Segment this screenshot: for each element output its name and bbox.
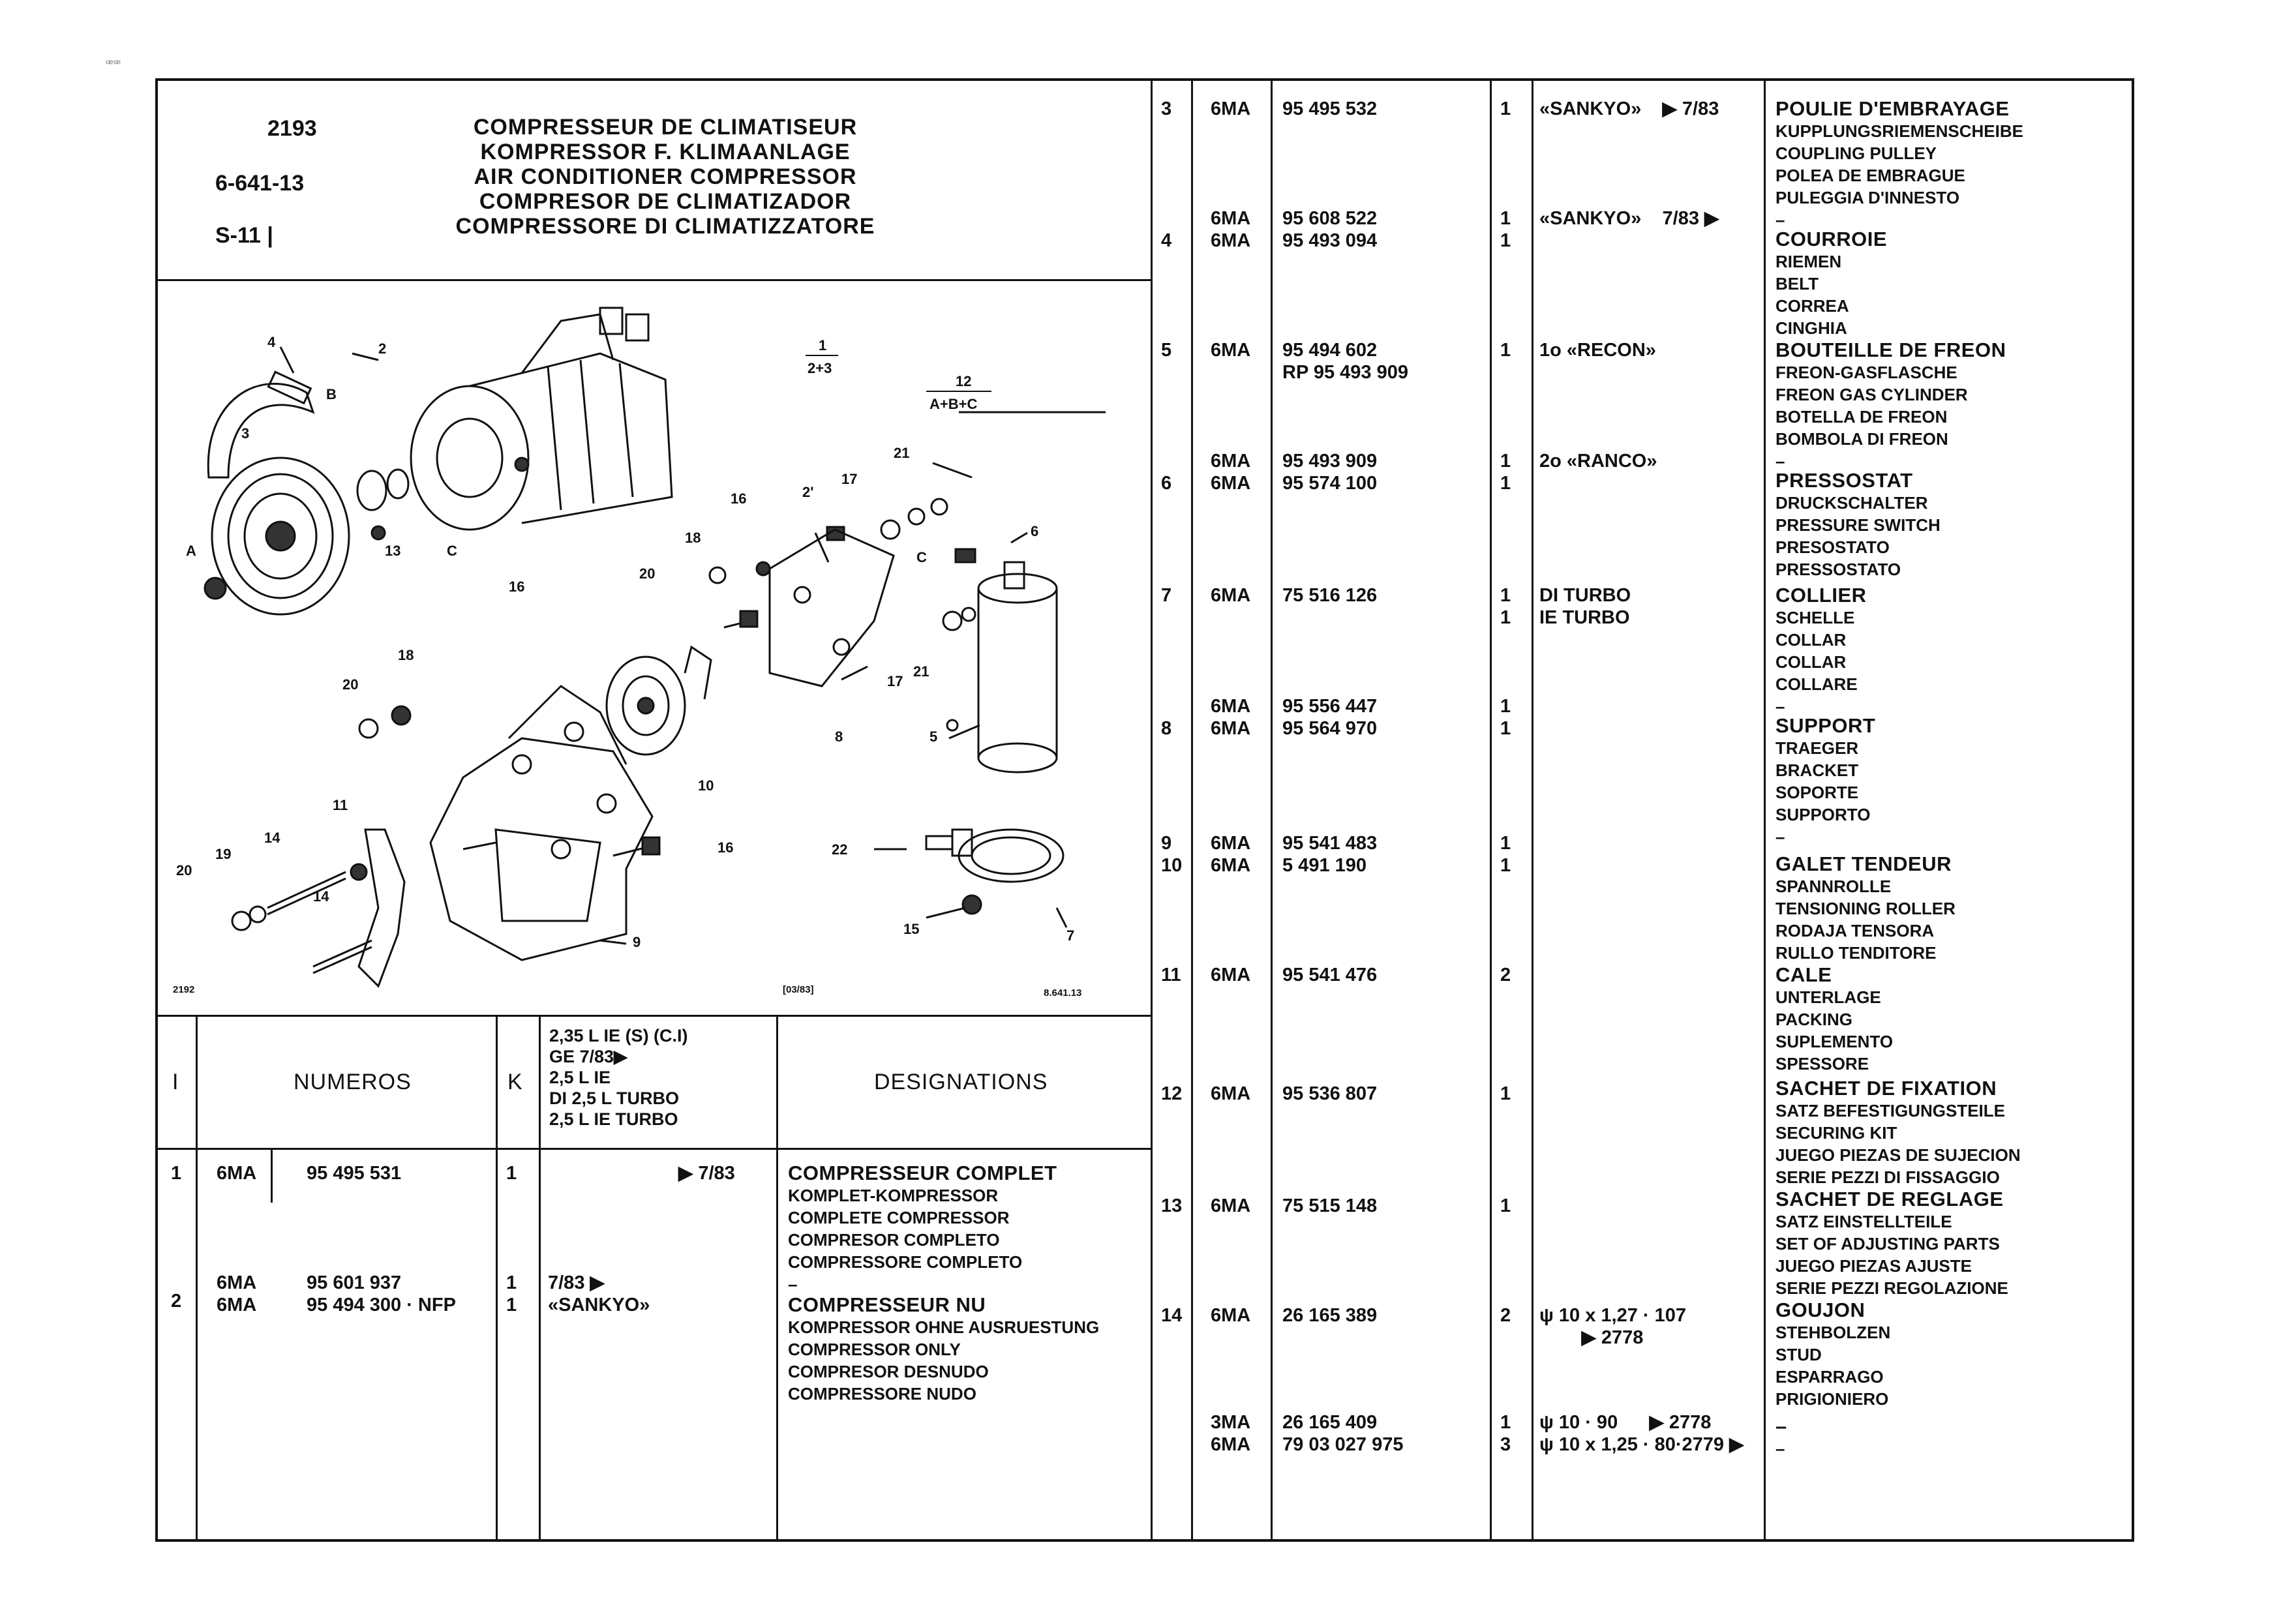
callout-22: 22 xyxy=(832,841,848,858)
designation-line: PRESSURE SWITCH xyxy=(1775,515,1941,535)
right-row-6-index: 8 xyxy=(1161,718,1172,739)
right-row-5-designation xyxy=(1775,584,1867,717)
designation-line: PRESSOSTATO xyxy=(1775,560,1901,579)
belt-drawing xyxy=(208,383,313,477)
designation-line: COLLIER xyxy=(1775,584,1867,607)
designation-line: COURROIE xyxy=(1775,228,1888,250)
designation-line: SCHELLE xyxy=(1775,608,1855,627)
right-row-10-mfr: 6MA xyxy=(1211,1195,1251,1216)
callout-6: 6 xyxy=(1031,523,1039,539)
title-en: AIR CONDITIONER COMPRESSOR xyxy=(474,164,857,189)
right-col-rule-3 xyxy=(1490,78,1492,1542)
callout-20a: 20 xyxy=(639,565,656,582)
right-row-7-designation xyxy=(1775,853,1956,964)
right-row-4-variant: 2o «RANCO» xyxy=(1539,451,1657,472)
right-row-3-number: 95 494 602 RP 95 493 909 xyxy=(1282,340,1408,383)
right-col-rule-4 xyxy=(1532,78,1533,1542)
left-row-2-mfr: 6MA 6MA xyxy=(217,1272,257,1315)
callout-5: 5 xyxy=(929,728,938,745)
title-de: KOMPRESSOR F. KLIMAANLAGE xyxy=(480,140,851,164)
designation-line: PRESOSTATO xyxy=(1775,537,1890,557)
designation-line: – xyxy=(1775,827,1785,847)
designation-line: – xyxy=(1775,451,1785,471)
callout-2: 2 xyxy=(378,340,387,357)
right-row-3-designation xyxy=(1775,339,2006,472)
diagram-drawing-ref: 8.641.13 xyxy=(1044,987,1082,999)
designation-line: BRACKET xyxy=(1775,760,1859,780)
right-row-8-number: 95 541 476 xyxy=(1282,965,1378,985)
compressor-drawing xyxy=(411,308,672,530)
bracket-drawing xyxy=(770,530,894,686)
left-header-variants xyxy=(549,1025,688,1130)
right-row-5-mfr: 6MA xyxy=(1211,585,1251,606)
designation-line: PRIGIONIERO xyxy=(1775,1389,1889,1409)
right-row-4-index: 6 xyxy=(1161,473,1172,494)
left-row-1-index: 1 xyxy=(171,1163,182,1184)
designation-line: SPANNROLLE xyxy=(1775,877,1892,896)
callout-3: 3 xyxy=(241,425,250,442)
right-row-11-number: 26 165 389 xyxy=(1282,1305,1378,1326)
callout-18a: 18 xyxy=(685,530,701,546)
designation-line: SERIE PEZZI DI FISSAGGIO xyxy=(1775,1167,2000,1187)
callout-B: B xyxy=(326,386,337,402)
designation-line: GALET TENDEUR xyxy=(1775,852,1952,875)
callout-C2: C xyxy=(916,549,927,565)
right-row-2-number: 95 608 522 95 493 094 xyxy=(1282,208,1378,251)
callout-17b: 17 xyxy=(887,673,903,689)
left-col-rule-5 xyxy=(271,1148,273,1203)
left-header-index: I xyxy=(172,1070,179,1094)
variant-line-4: DI 2,5 L TURBO xyxy=(549,1089,680,1108)
variant-line-3: 2,5 L IE xyxy=(549,1068,611,1087)
right-row-4-mfr: 6MA 6MA xyxy=(1211,451,1251,494)
right-col-rule-5 xyxy=(1764,78,1766,1542)
callout-fraction-12: 12 xyxy=(956,373,972,389)
callout-19: 19 xyxy=(215,846,232,862)
callout-fraction-1: 1 xyxy=(819,337,827,353)
designation-line: PACKING xyxy=(1775,1010,1852,1029)
designation-line: SET OF ADJUSTING PARTS xyxy=(1775,1234,2000,1254)
designation-line: STUD xyxy=(1775,1345,1822,1364)
right-row-12-number: 26 165 409 79 03 027 975 xyxy=(1282,1412,1404,1455)
designation-line: COLLAR xyxy=(1775,630,1847,650)
left-row-1-mfr: 6MA xyxy=(217,1163,257,1184)
designation-line: POULIE D'EMBRAYAGE xyxy=(1775,97,2010,120)
left-row-1-designation: COMPRESSEUR COMPLET KOMPLET-KOMPRESSOR COMPLETE COMPRESSOR COMPRESOR COMPLETO COMPRESSORE COMPLETO – xyxy=(788,1162,1057,1294)
group-code: 6-641-13 xyxy=(215,171,305,196)
left-col-rule-1 xyxy=(196,1015,198,1542)
designation-line: FREON GAS CYLINDER xyxy=(1775,385,1968,404)
designation-line: SACHET DE FIXATION xyxy=(1775,1077,1997,1100)
designation-line: BELT xyxy=(1775,274,1819,293)
callout-fraction-1-denom: 2+3 xyxy=(808,360,832,376)
designation-line: SUPPORTO xyxy=(1775,805,1871,824)
right-col-rule-2 xyxy=(1271,78,1273,1542)
right-row-12-k: 1 3 xyxy=(1500,1412,1511,1455)
corner-scan-mark: ꟹꟹ xyxy=(106,57,121,70)
designation-line: – xyxy=(1775,697,1785,716)
right-row-9-index: 12 xyxy=(1161,1083,1183,1104)
designation-line: CINGHIA xyxy=(1775,318,1847,338)
designation-line: SUPPORT xyxy=(1775,714,1876,737)
right-row-7-k: 1 1 xyxy=(1500,833,1511,876)
callout-9: 9 xyxy=(633,934,641,950)
page-number: 2193 xyxy=(267,116,317,141)
right-row-6-number: 95 556 447 95 564 970 xyxy=(1282,696,1378,739)
callout-21b: 21 xyxy=(913,663,929,680)
right-row-11-mfr: 6MA xyxy=(1211,1305,1251,1326)
right-row-5-number: 75 516 126 xyxy=(1282,585,1378,606)
designation-line: POLEA DE EMBRAGUE xyxy=(1775,166,1965,185)
right-row-2-index: 4 xyxy=(1161,230,1172,251)
variant-line-1: 2,35 L IE (S) (C.I) xyxy=(549,1026,688,1045)
left-header-numbers: NUMEROS xyxy=(294,1070,412,1094)
variant-line-5: 2,5 L IE TURBO xyxy=(549,1109,678,1129)
designation-line: SPESSORE xyxy=(1775,1054,1869,1074)
right-row-8-mfr: 6MA xyxy=(1211,965,1251,985)
designation-line: CORREA xyxy=(1775,296,1849,316)
callout-16c: 16 xyxy=(718,839,734,856)
callout-15: 15 xyxy=(903,921,920,937)
right-row-7-number: 95 541 483 5 491 190 xyxy=(1282,833,1378,876)
callout-4: 4 xyxy=(267,334,276,350)
callout-7: 7 xyxy=(1066,927,1075,944)
designation-line: ESPARRAGO xyxy=(1775,1367,1884,1387)
diagram-date-ref: [03/83] xyxy=(783,984,814,995)
callout-17a: 17 xyxy=(841,471,858,487)
left-row-2-index: 2 xyxy=(171,1291,182,1312)
left-row-2-designation: COMPRESSEUR NU KOMPRESSOR OHNE AUSRUESTUNG COMPRESSOR ONLY COMPRESOR DESNUDO COMPRESSORE NUDO xyxy=(788,1293,1100,1404)
right-row-8-k: 2 xyxy=(1500,965,1511,985)
callout-16b: 16 xyxy=(509,578,525,595)
right-row-11-k: 2 xyxy=(1500,1305,1511,1326)
callout-8: 8 xyxy=(835,728,843,745)
designation-line: STEHBOLZEN xyxy=(1775,1323,1891,1342)
right-row-3-mfr: 6MA xyxy=(1211,340,1251,361)
designation-line: RULLO TENDITORE xyxy=(1775,943,1937,963)
callout-fraction-12-denom: A+B+C xyxy=(929,396,978,412)
right-col-rule-0 xyxy=(1151,78,1153,1542)
right-row-3-index: 5 xyxy=(1161,340,1172,361)
callout-10: 10 xyxy=(698,777,714,794)
right-row-3-variant: 1o «RECON» xyxy=(1539,340,1656,361)
callout-C: C xyxy=(447,543,457,559)
callout-13: 13 xyxy=(385,543,401,559)
designation-line: DRUCKSCHALTER xyxy=(1775,493,1928,513)
designation-line: RIEMEN xyxy=(1775,252,1842,271)
left-row-1-variant: ▶ 7/83 xyxy=(678,1163,735,1184)
callout-21: 21 xyxy=(894,445,910,461)
designation-line: – xyxy=(1775,210,1785,230)
freon-cylinder-drawing xyxy=(956,549,1057,772)
designation-line: – xyxy=(1775,1439,1785,1458)
right-row-12-variant: ψ 10 · 90 ▶ 2778 ψ 10 x 1,25 · 80·2779 ▶ xyxy=(1539,1412,1744,1455)
designation-line: BOMBOLA DI FREON xyxy=(1775,429,1948,449)
designation-line: JUEGO PIEZAS DE SUJECION xyxy=(1775,1145,2021,1165)
right-row-9-designation xyxy=(1775,1077,2021,1188)
left-table-header-rule xyxy=(155,1148,1151,1150)
designation-line: SATZ BEFESTIGUNGSTEILE xyxy=(1775,1101,2005,1120)
designation-line: PULEGGIA D'INNESTO xyxy=(1775,188,1960,207)
right-row-5-index: 7 xyxy=(1161,585,1172,606)
left-col-rule-4 xyxy=(776,1015,778,1542)
designation-line: SACHET DE REGLAGE xyxy=(1775,1188,2004,1210)
left-row-2-variant: 7/83 ▶ «SANKYO» xyxy=(548,1272,650,1315)
collar-drawing xyxy=(926,830,1063,914)
right-row-5-variant: DI TURBO IE TURBO xyxy=(1539,585,1631,628)
designation-line: TRAEGER xyxy=(1775,738,1859,758)
designation-line: PRESSOSTAT xyxy=(1775,469,1913,492)
right-row-6-designation xyxy=(1775,715,1875,848)
designation-line: FREON-GASFLASCHE xyxy=(1775,363,1957,382)
designation-line: SATZ EINSTELLTEILE xyxy=(1775,1212,1952,1231)
header-divider xyxy=(155,279,1151,281)
left-row-2-number: 95 601 937 95 494 300 · NFP xyxy=(307,1272,456,1315)
callout-16a: 16 xyxy=(731,490,747,507)
right-row-9-k: 1 xyxy=(1500,1083,1511,1104)
designation-line: GOUJON xyxy=(1775,1299,1865,1321)
callout-A: A xyxy=(186,543,196,559)
right-row-12-designation xyxy=(1775,1415,1787,1460)
designation-line: SERIE PEZZI REGOLAZIONE xyxy=(1775,1278,2008,1298)
right-row-2-mfr: 6MA 6MA xyxy=(1211,208,1251,251)
right-row-1-variant: «SANKYO» ▶ 7/83 xyxy=(1539,98,1719,119)
designation-line: TENSIONING ROLLER xyxy=(1775,899,1956,918)
right-row-10-k: 1 xyxy=(1500,1195,1511,1216)
right-row-9-mfr: 6MA xyxy=(1211,1083,1251,1104)
right-row-11-variant: ψ 10 x 1,27 · 107 ▶ 2778 xyxy=(1539,1305,1687,1348)
right-row-10-designation xyxy=(1775,1188,2008,1299)
right-row-1-designation xyxy=(1775,98,2023,231)
right-row-8-designation xyxy=(1775,964,1893,1075)
right-row-1-index: 3 xyxy=(1161,98,1172,119)
title-fr: COMPRESSEUR DE CLIMATISEUR xyxy=(473,115,858,140)
right-row-6-mfr: 6MA 6MA xyxy=(1211,696,1251,739)
callout-2prime: 2' xyxy=(802,484,814,500)
designation-line: COUPLING PULLEY xyxy=(1775,143,1937,163)
right-row-10-index: 13 xyxy=(1161,1195,1183,1216)
callout-18b: 18 xyxy=(398,647,414,663)
right-row-7-index: 9 10 xyxy=(1161,833,1183,876)
right-row-11-designation xyxy=(1775,1299,1890,1410)
diagram-page-ref: 2192 xyxy=(173,984,195,995)
callout-14b: 14 xyxy=(313,888,329,905)
right-row-11-index: 14 xyxy=(1161,1305,1183,1326)
designation-line: SUPLEMENTO xyxy=(1775,1032,1894,1051)
left-row-1-number: 95 495 531 xyxy=(307,1163,402,1184)
right-row-1-number: 95 495 532 xyxy=(1282,98,1378,119)
designation-line: SOPORTE xyxy=(1775,783,1859,802)
left-col-rule-3 xyxy=(539,1015,541,1542)
right-row-10-number: 75 515 148 xyxy=(1282,1195,1378,1216)
right-row-3-k: 1 xyxy=(1500,340,1511,361)
callout-11: 11 xyxy=(333,797,348,813)
right-row-1-mfr: 6MA xyxy=(1211,98,1251,119)
right-row-8-index: 11 xyxy=(1161,965,1181,985)
right-row-1-k: 1 xyxy=(1500,98,1511,119)
left-row-1-k: 1 xyxy=(506,1163,517,1184)
title-block xyxy=(450,115,881,239)
right-col-rule-1 xyxy=(1191,78,1193,1542)
title-it: COMPRESSORE DI CLIMATIZZATORE xyxy=(455,214,875,239)
designation-line: RODAJA TENSORA xyxy=(1775,921,1935,940)
right-row-9-number: 95 536 807 xyxy=(1282,1083,1378,1104)
designation-line: BOTELLA DE FREON xyxy=(1775,407,1948,427)
callout-20c: 20 xyxy=(176,862,192,879)
designation-line: KUPPLUNGSRIEMENSCHEIBE xyxy=(1775,121,2023,141)
left-header-k: K xyxy=(507,1070,523,1094)
right-row-7-mfr: 6MA 6MA xyxy=(1211,833,1251,876)
designation-line: COLLAR xyxy=(1775,652,1847,672)
right-row-4-number: 95 493 909 95 574 100 xyxy=(1282,451,1378,494)
variant-line-2: GE 7/83▶ xyxy=(549,1047,627,1066)
section-code: S-11 | xyxy=(215,223,273,248)
right-row-2-k: 1 1 xyxy=(1500,208,1511,251)
right-row-4-k: 1 1 xyxy=(1500,451,1511,494)
callout-20b: 20 xyxy=(342,676,359,693)
right-row-2-designation xyxy=(1775,228,1887,339)
designation-line: – xyxy=(1775,1415,1787,1437)
right-row-5-k: 1 1 xyxy=(1500,585,1511,628)
designation-line: JUEGO PIEZAS AJUSTE xyxy=(1775,1256,1972,1276)
left-table-top-rule xyxy=(155,1015,1151,1017)
left-row-2-k: 1 1 xyxy=(506,1272,517,1315)
title-es: COMPRESOR DE CLIMATIZADOR xyxy=(479,189,852,214)
left-col-rule-2 xyxy=(496,1015,498,1542)
designation-line: COLLARE xyxy=(1775,674,1858,694)
designation-line: UNTERLAGE xyxy=(1775,987,1881,1007)
designation-line: CALE xyxy=(1775,963,1832,986)
designation-line: BOUTEILLE DE FREON xyxy=(1775,338,2006,361)
designation-line: SECURING KIT xyxy=(1775,1123,1897,1143)
callout-14a: 14 xyxy=(264,830,280,846)
right-row-6-k: 1 1 xyxy=(1500,696,1511,739)
right-row-2-variant: «SANKYO» 7/83 ▶ xyxy=(1539,208,1719,229)
left-header-designations: DESIGNATIONS xyxy=(874,1070,1048,1094)
exploded-parts-diagram xyxy=(157,282,1149,1012)
right-row-4-designation xyxy=(1775,470,1941,580)
right-row-12-mfr: 3MA 6MA xyxy=(1211,1412,1251,1455)
